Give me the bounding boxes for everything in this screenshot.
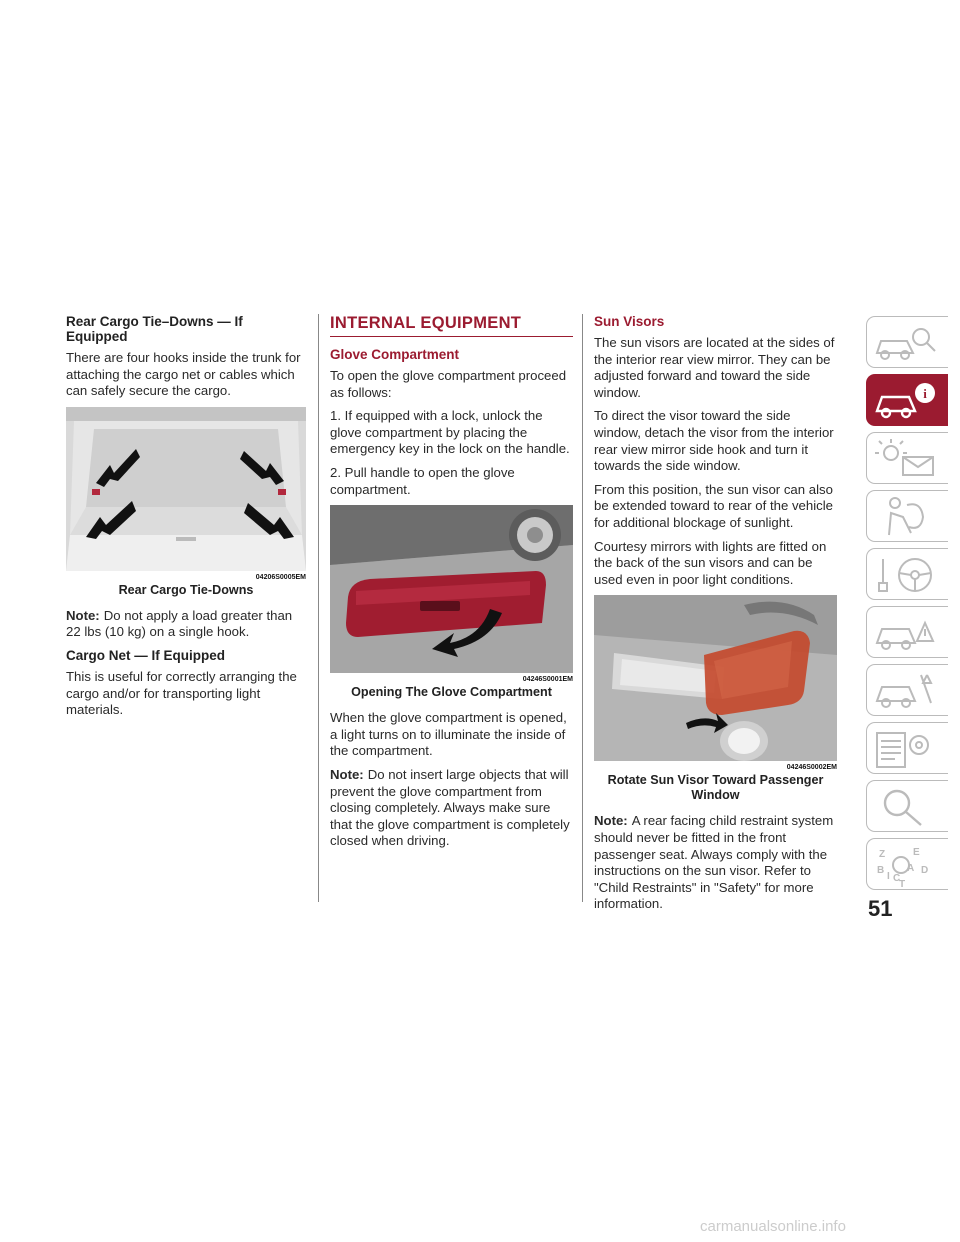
car-info-icon <box>873 379 939 423</box>
column-divider <box>318 314 319 902</box>
column-1 <box>66 314 306 726</box>
car-search-icon <box>873 321 939 365</box>
note-text: Do not insert large objects that will prevent the glove compartment from closing completely. Always make sure that the glove compartment is completely closed when driving. <box>330 766 570 849</box>
paragraph: To open the glove compartment proceed as follows: <box>330 368 567 400</box>
paragraph: The sun visors are located at the sides of the interior rear view mirror. They can be adjusted forward and toward the side window. <box>594 335 835 400</box>
watermark: carmanualsonline.info <box>700 1218 846 1235</box>
tab-warning-lights[interactable] <box>866 432 948 484</box>
tab-car-search[interactable] <box>866 316 948 368</box>
svg-text:D: D <box>921 865 929 876</box>
glove-compartment-illustration <box>330 505 573 673</box>
tab-specifications[interactable] <box>866 722 948 774</box>
heading-sun-visors: Sun Visors <box>594 314 665 329</box>
car-crash-icon <box>873 611 939 655</box>
svg-text:E: E <box>913 847 920 858</box>
note-label: Note: <box>66 607 100 623</box>
alphabet-index-icon <box>873 843 939 887</box>
steering-wheel-icon <box>873 553 939 597</box>
figure-code: 04246S0001EM <box>522 676 573 684</box>
paragraph: This is useful for correctly arranging the cargo and/or for transporting light materials. <box>66 668 297 718</box>
figure-glove-compartment <box>330 505 573 673</box>
tab-starting-operating[interactable] <box>866 548 948 600</box>
tab-index[interactable] <box>866 838 948 890</box>
svg-text:I: I <box>887 871 890 882</box>
step-2: 2. Pull handle to open the glove compartment. <box>330 464 515 497</box>
figure-code: 04246S0002EM <box>786 764 837 772</box>
figure-caption: Opening The Glove Compartment <box>351 685 552 700</box>
note <box>330 767 573 850</box>
page-number: 51 <box>868 896 893 921</box>
heading-cargo-net: Cargo Net — If Equipped <box>66 647 226 663</box>
note-text: Do not apply a load greater than 22 lbs (10 kg) on a single hook. <box>66 607 293 640</box>
warning-lights-icon <box>873 437 939 481</box>
svg-text:T: T <box>899 879 906 887</box>
paragraph: When the glove compartment is opened, a light turns on to illuminate the inside of the compartment. <box>330 710 567 759</box>
tab-servicing[interactable] <box>866 664 948 716</box>
airbag-person-icon <box>873 495 939 539</box>
note <box>66 608 306 641</box>
heading-rear-cargo-tie-downs: Rear Cargo Tie–Downs — If Equipped <box>66 314 243 344</box>
svg-text:C: C <box>893 873 901 884</box>
note-label: Note: <box>594 813 628 829</box>
specs-gear-icon <box>873 727 939 771</box>
figure-caption: Rotate Sun Visor Toward Passenger Window <box>607 773 824 803</box>
paragraph: There are four hooks inside the trunk for attaching the cargo net or cables which can safely secure the cargo. <box>66 350 301 399</box>
svg-text:A: A <box>907 863 915 874</box>
heading-glove-compartment: Glove Compartment <box>330 347 460 362</box>
step-1: 1. If equipped with a lock, unlock the glove compartment by placing the emergency key in the lock on the handle. <box>330 408 570 457</box>
svg-text:Z: Z <box>879 849 886 860</box>
figure-code: 04206S0005EM <box>255 573 306 581</box>
note <box>594 813 837 913</box>
tab-emergency[interactable] <box>866 606 948 658</box>
paragraph: To direct the visor toward the side window, detach the visor from the interior rear view mirror side hook and turn it towards the side window. <box>594 408 834 474</box>
svg-text:B: B <box>877 865 885 876</box>
magnifier-icon <box>873 785 939 829</box>
column-2 <box>330 314 573 857</box>
column-3 <box>594 314 837 920</box>
tab-safety[interactable] <box>866 490 948 542</box>
section-title: INTERNAL EQUIPMENT <box>330 314 573 337</box>
figure-caption: Rear Cargo Tie-Downs <box>118 582 254 597</box>
paragraph: From this position, the sun visor can also be extended toward to rear of the vehicle for additional blockage of sunlight. <box>594 481 833 530</box>
sun-visor-illustration <box>594 595 837 761</box>
figure-sun-visor <box>594 595 837 761</box>
tab-car-info[interactable] <box>866 374 948 426</box>
note-text: A rear facing child restraint system should never be fitted in the front passenger seat. Always comply with the instructions on the sun visor. Refer to "Child Restraints" in "Safety" for more information. <box>594 813 834 912</box>
paragraph: Courtesy mirrors with lights are fitted on the back of the sun visors and can be used even in poor light conditions. <box>594 538 827 587</box>
svg-text:i: i <box>923 386 927 401</box>
tab-customer-assistance[interactable] <box>866 780 948 832</box>
note-label: Note: <box>330 766 364 782</box>
trunk-illustration <box>66 407 306 571</box>
figure-rear-cargo-tie-downs <box>66 407 306 571</box>
column-divider <box>582 314 583 902</box>
car-service-icon <box>873 669 939 713</box>
